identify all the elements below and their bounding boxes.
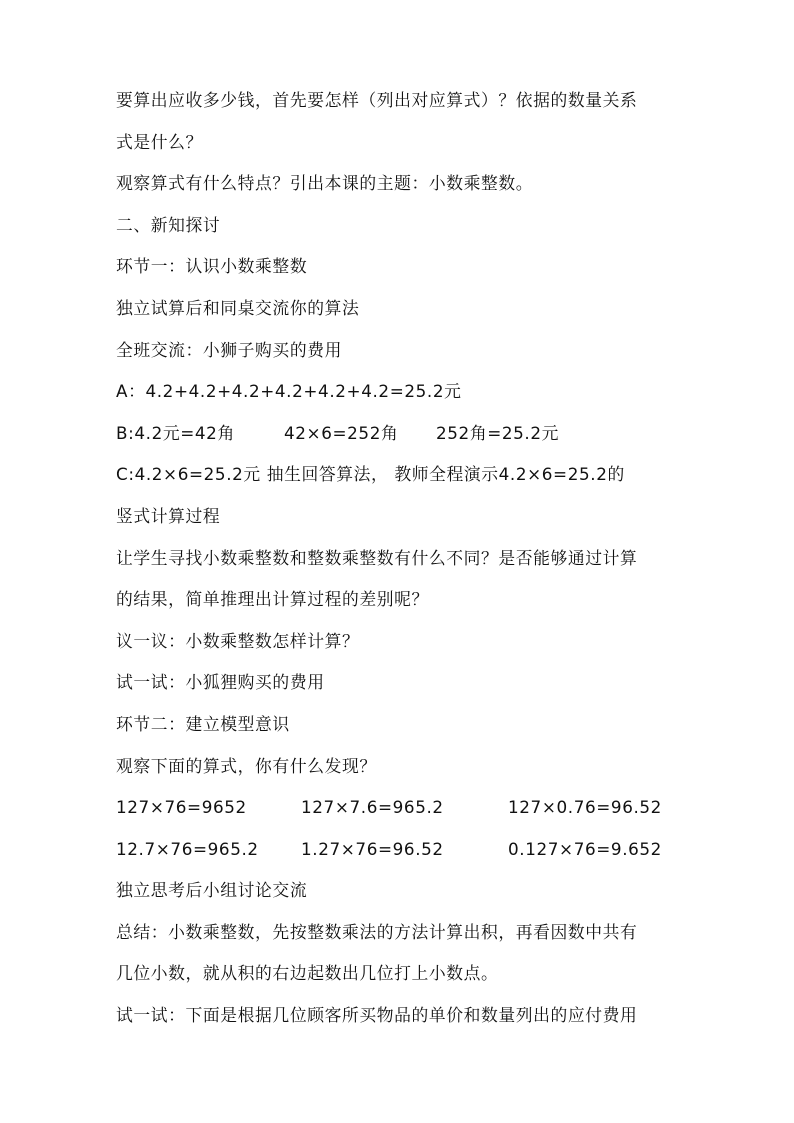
paragraph-line: 独立试算后和同桌交流你的算法 [116,297,360,318]
method-b-step-3: 252角=25.2元 [436,422,560,443]
equation: 12.7×76=965.2 [116,838,259,859]
summary-line: 总结：小数乘整数，先按整数乘法的方法计算出积，再看因数中共有 [116,921,638,942]
paragraph-line: 要算出应收多少钱，首先要怎样（列出对应算式）？依据的数量关系 [116,90,638,110]
subsection-heading: 环节一：认识小数乘整数 [116,256,308,277]
equation: 1.27×76=96.52 [301,838,444,859]
equation: 127×0.76=96.52 [508,797,662,818]
equation: 127×76=9652 [116,797,247,818]
paragraph-line: 独立思考后小组讨论交流 [116,880,308,901]
equation: 127×7.6=965.2 [301,797,444,818]
paragraph-line: 观察下面的算式，你有什么发现？ [116,755,377,776]
method-b-line [116,413,686,455]
section-heading: 二、新知探讨 [116,214,221,235]
paragraph-line: 的结果，简单推理出计算过程的差别呢？ [116,589,429,610]
paragraph-line: 让学生寻找小数乘整数和整数乘整数有什么不同？是否能够通过计算 [116,547,638,568]
equation-row [116,829,686,871]
paragraph-line: 试一试：下面是根据几位顾客所买物品的单价和数量列出的应付费用 [116,1005,638,1026]
subsection-heading: 环节二：建立模型意识 [116,713,290,734]
summary-line: 几位小数，就从积的右边起数出几位打上小数点。 [116,963,499,984]
method-a-line: A：4.2+4.2+4.2+4.2+4.2+4.2=25.2元 [116,381,462,402]
paragraph-line: 议一议：小数乘整数怎样计算？ [116,630,360,651]
paragraph-line: 全班交流：小狮子购买的费用 [116,339,342,360]
paragraph-line: 竖式计算过程 [116,505,221,526]
method-b-step-1: B:4.2元=42角 [116,422,235,443]
method-b-step-2: 42×6=252角 [284,422,399,443]
method-c-line: C:4.2×6=25.2元 抽生回答算法， 教师全程演示4.2×6=25.2的 [116,464,625,485]
paragraph-line: 试一试：小狐狸购买的费用 [116,672,325,693]
paragraph-line: 观察算式有什么特点？引出本课的主题：小数乘整数。 [116,173,534,194]
equation-row [116,787,686,829]
paragraph-line: 式是什么？ [116,131,203,152]
equation: 0.127×76=9.652 [508,838,662,859]
document-body [116,80,686,1037]
